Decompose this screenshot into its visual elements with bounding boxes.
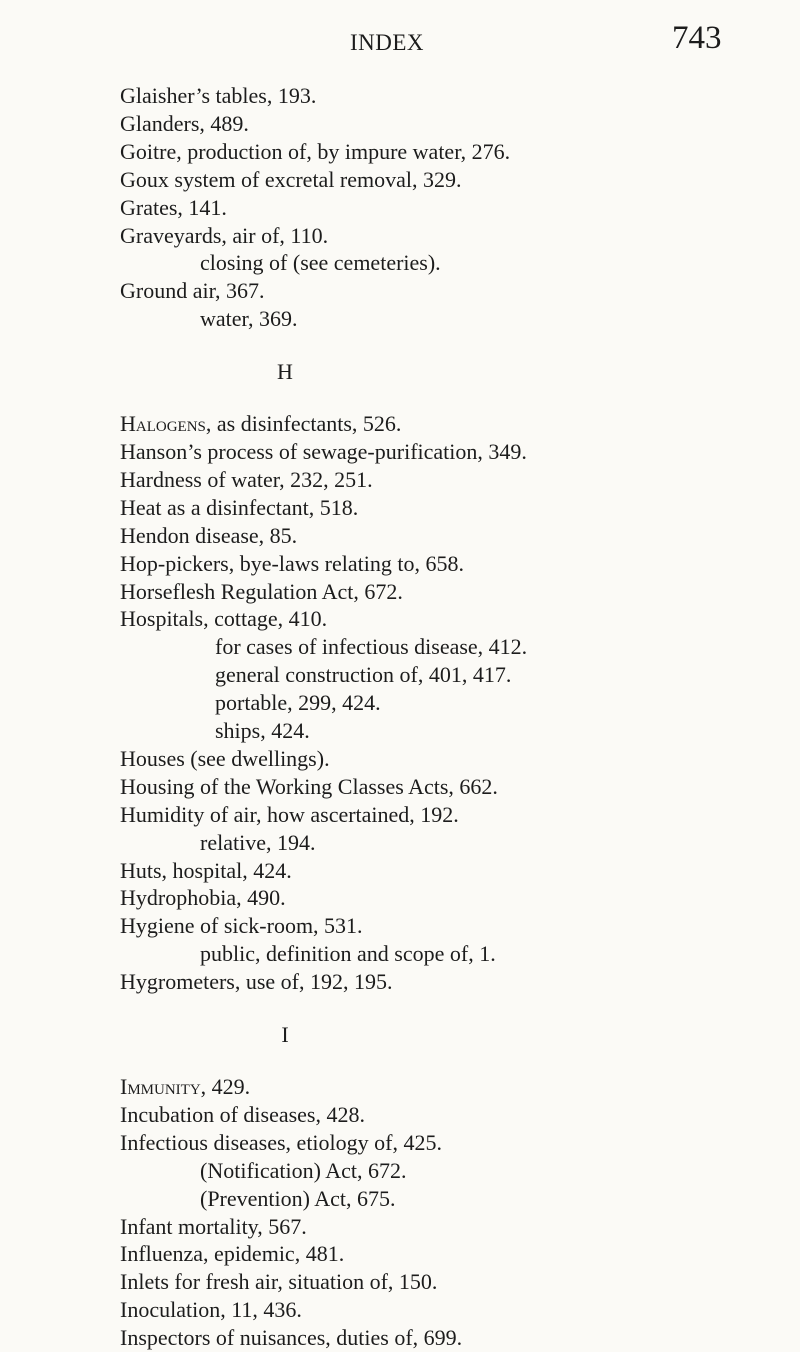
- index-entry: Infant mortality, 567.: [120, 1213, 307, 1239]
- index-entry: Glaisher’s tables, 193.: [120, 83, 317, 108]
- page-number: 743: [672, 20, 722, 56]
- index-entry: Huts, hospital, 424.: [120, 857, 292, 883]
- index-subentry: portable, 299, 424.: [215, 690, 381, 716]
- index-entry: Hanson’s process of sewage-purification, 349.: [120, 438, 527, 464]
- index-entry: Inlets for fresh air, situation of, 150.: [120, 1269, 438, 1295]
- index-entry: Hardness of water, 232, 251.: [120, 466, 373, 492]
- index-entry: Hospitals, cottage, 410.: [120, 606, 328, 632]
- index-entry: Houses (see dwellings).: [120, 745, 330, 771]
- section-letter-h: H: [277, 359, 293, 385]
- index-entry: [120, 1073, 780, 1101]
- index-entry: Influenza, epidemic, 481.: [120, 1241, 345, 1267]
- index-subentry: closing of (see cemeteries).: [200, 250, 441, 276]
- index-entry: Glanders, 489.: [120, 110, 249, 136]
- index-entry: Hygrometers, use of, 192, 195.: [120, 969, 393, 995]
- index-entry: Graveyards, air of, 110.: [120, 222, 329, 248]
- index-entry: Horseflesh Regulation Act, 672.: [120, 578, 403, 604]
- index-subentry: public, definition and scope of, 1.: [200, 941, 496, 967]
- index-body: [120, 82, 780, 1352]
- index-subentry: (Prevention) Act, 675.: [200, 1185, 396, 1211]
- index-entry: Hendon disease, 85.: [120, 522, 298, 548]
- section-letter-i: I: [281, 1022, 289, 1048]
- entry-headword: Immunity,: [120, 1074, 207, 1099]
- running-title: INDEX: [350, 30, 425, 55]
- index-entry: Humidity of air, how ascertained, 192.: [120, 801, 459, 827]
- index-entry: Inoculation, 11, 436.: [120, 1297, 302, 1323]
- section-g: [120, 82, 780, 333]
- index-entry: Goux system of excretal removal, 329.: [120, 166, 462, 192]
- index-subentry: general construction of, 401, 417.: [215, 662, 512, 688]
- index-entry: Heat as a disinfectant, 518.: [120, 494, 359, 520]
- index-subentry: relative, 194.: [200, 829, 316, 855]
- index-entry: Hydrophobia, 490.: [120, 885, 286, 911]
- index-subentry: water, 369.: [200, 306, 298, 332]
- index-subentry: (Notification) Act, 672.: [200, 1157, 407, 1183]
- index-entry: Hygiene of sick-room, 531.: [120, 913, 363, 939]
- index-entry: Incubation of diseases, 428.: [120, 1101, 365, 1127]
- section-h: [120, 358, 780, 996]
- index-entry: [120, 410, 780, 438]
- entry-text: as disinfectants, 526.: [211, 411, 402, 437]
- index-entry: Goitre, production of, by impure water, 276.: [120, 138, 511, 164]
- section-i: [120, 1021, 780, 1352]
- index-subentry: for cases of infectious disease, 412.: [215, 634, 528, 660]
- index-entry: Housing of the Working Classes Acts, 662.: [120, 773, 498, 799]
- index-entry: Hop-pickers, bye-laws relating to, 658.: [120, 550, 464, 576]
- index-entry: Ground air, 367.: [120, 278, 265, 304]
- entry-headword: Halogens,: [120, 411, 212, 437]
- index-subentry: ships, 424.: [215, 718, 310, 744]
- index-entry: Inspectors of nuisances, duties of, 699.: [120, 1325, 463, 1351]
- index-entry: Grates, 141.: [120, 194, 227, 220]
- index-entry: Infectious diseases, etiology of, 425.: [120, 1129, 442, 1155]
- entry-text: 429.: [206, 1074, 251, 1099]
